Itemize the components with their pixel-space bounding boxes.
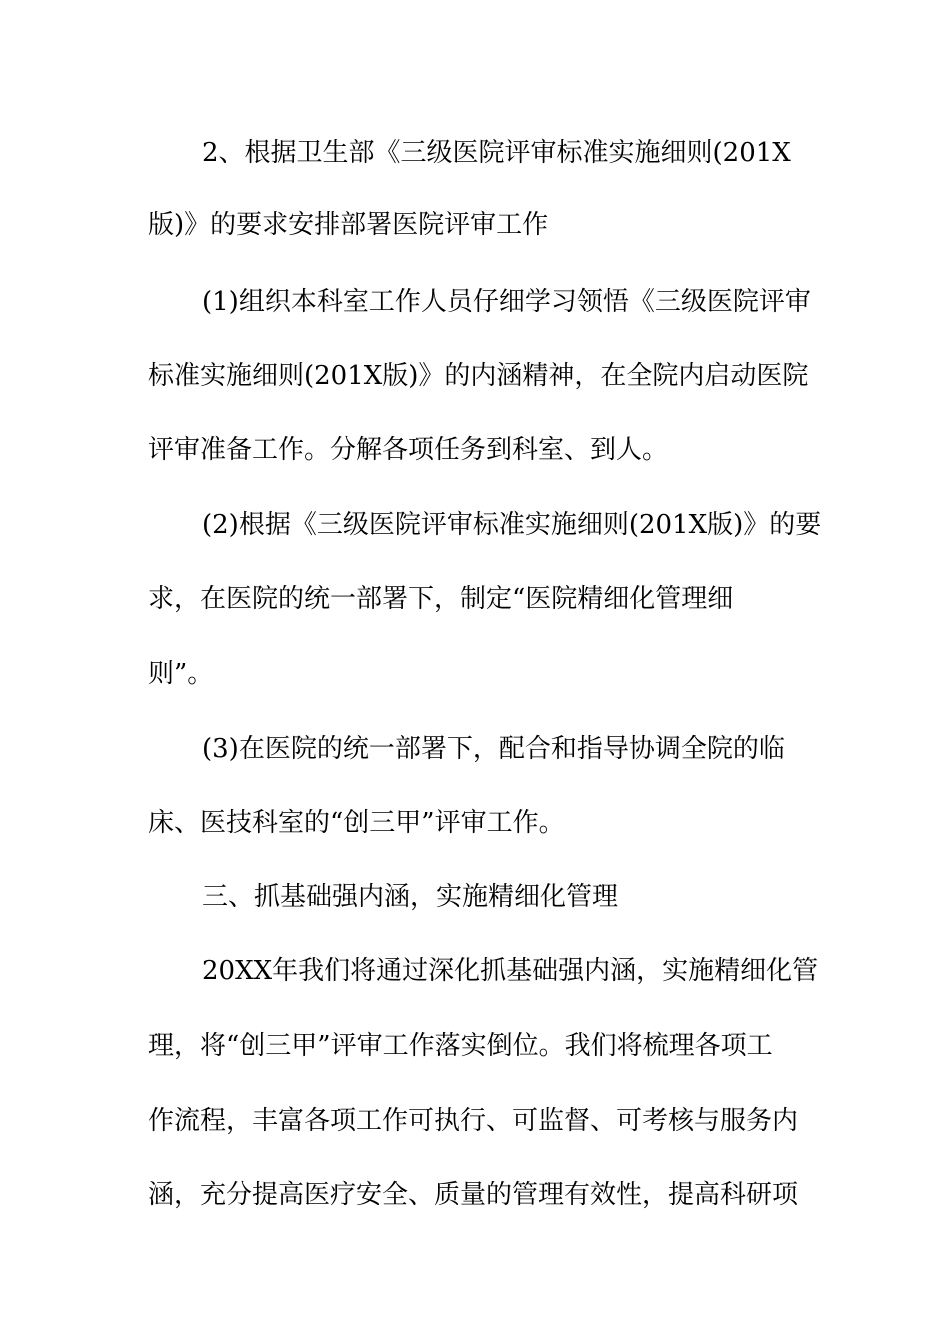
section-heading: 三、抓基础强内涵，实施精细化管理 xyxy=(202,882,619,912)
paragraph-line: 标准实施细则(201X版)》的内涵精神，在全院内启动医院 xyxy=(148,361,809,391)
paragraph-line: 求，在医院的统一部署下，制定“医院精细化管理细 xyxy=(148,584,734,614)
paragraph-line: 评审准备工作。分解各项任务到科室、到人。 xyxy=(148,435,669,465)
paragraph-line: 作流程，丰富各项工作可执行、可监督、可考核与服务内 xyxy=(148,1106,799,1136)
paragraph-line: 2、根据卫生部《三级医院评审标准实施细则(201X xyxy=(202,138,791,168)
paragraph-line: 床、医技科室的“创三甲”评审工作。 xyxy=(148,808,565,838)
paragraph-line: 则”。 xyxy=(148,659,214,689)
paragraph-line: (3)在医院的统一部署下，配合和指导协调全院的临 xyxy=(202,734,785,764)
paragraph-line: 理，将“创三甲”评审工作落实倒位。我们将梳理各项工 xyxy=(148,1031,773,1061)
paragraph-line: (2)根据《三级医院评审标准实施细则(201X版)》的要 xyxy=(202,510,822,540)
paragraph-line: 涵，充分提高医疗安全、质量的管理有效性，提高科研项 xyxy=(148,1180,799,1210)
paragraph-line: 20XX年我们将通过深化抓基础强内涵，实施精细化管 xyxy=(202,956,819,986)
paragraph-line: (1)组织本科室工作人员仔细学习领悟《三级医院评审 xyxy=(202,287,811,317)
paragraph-line: 版)》的要求安排部署医院评审工作 xyxy=(148,210,549,240)
